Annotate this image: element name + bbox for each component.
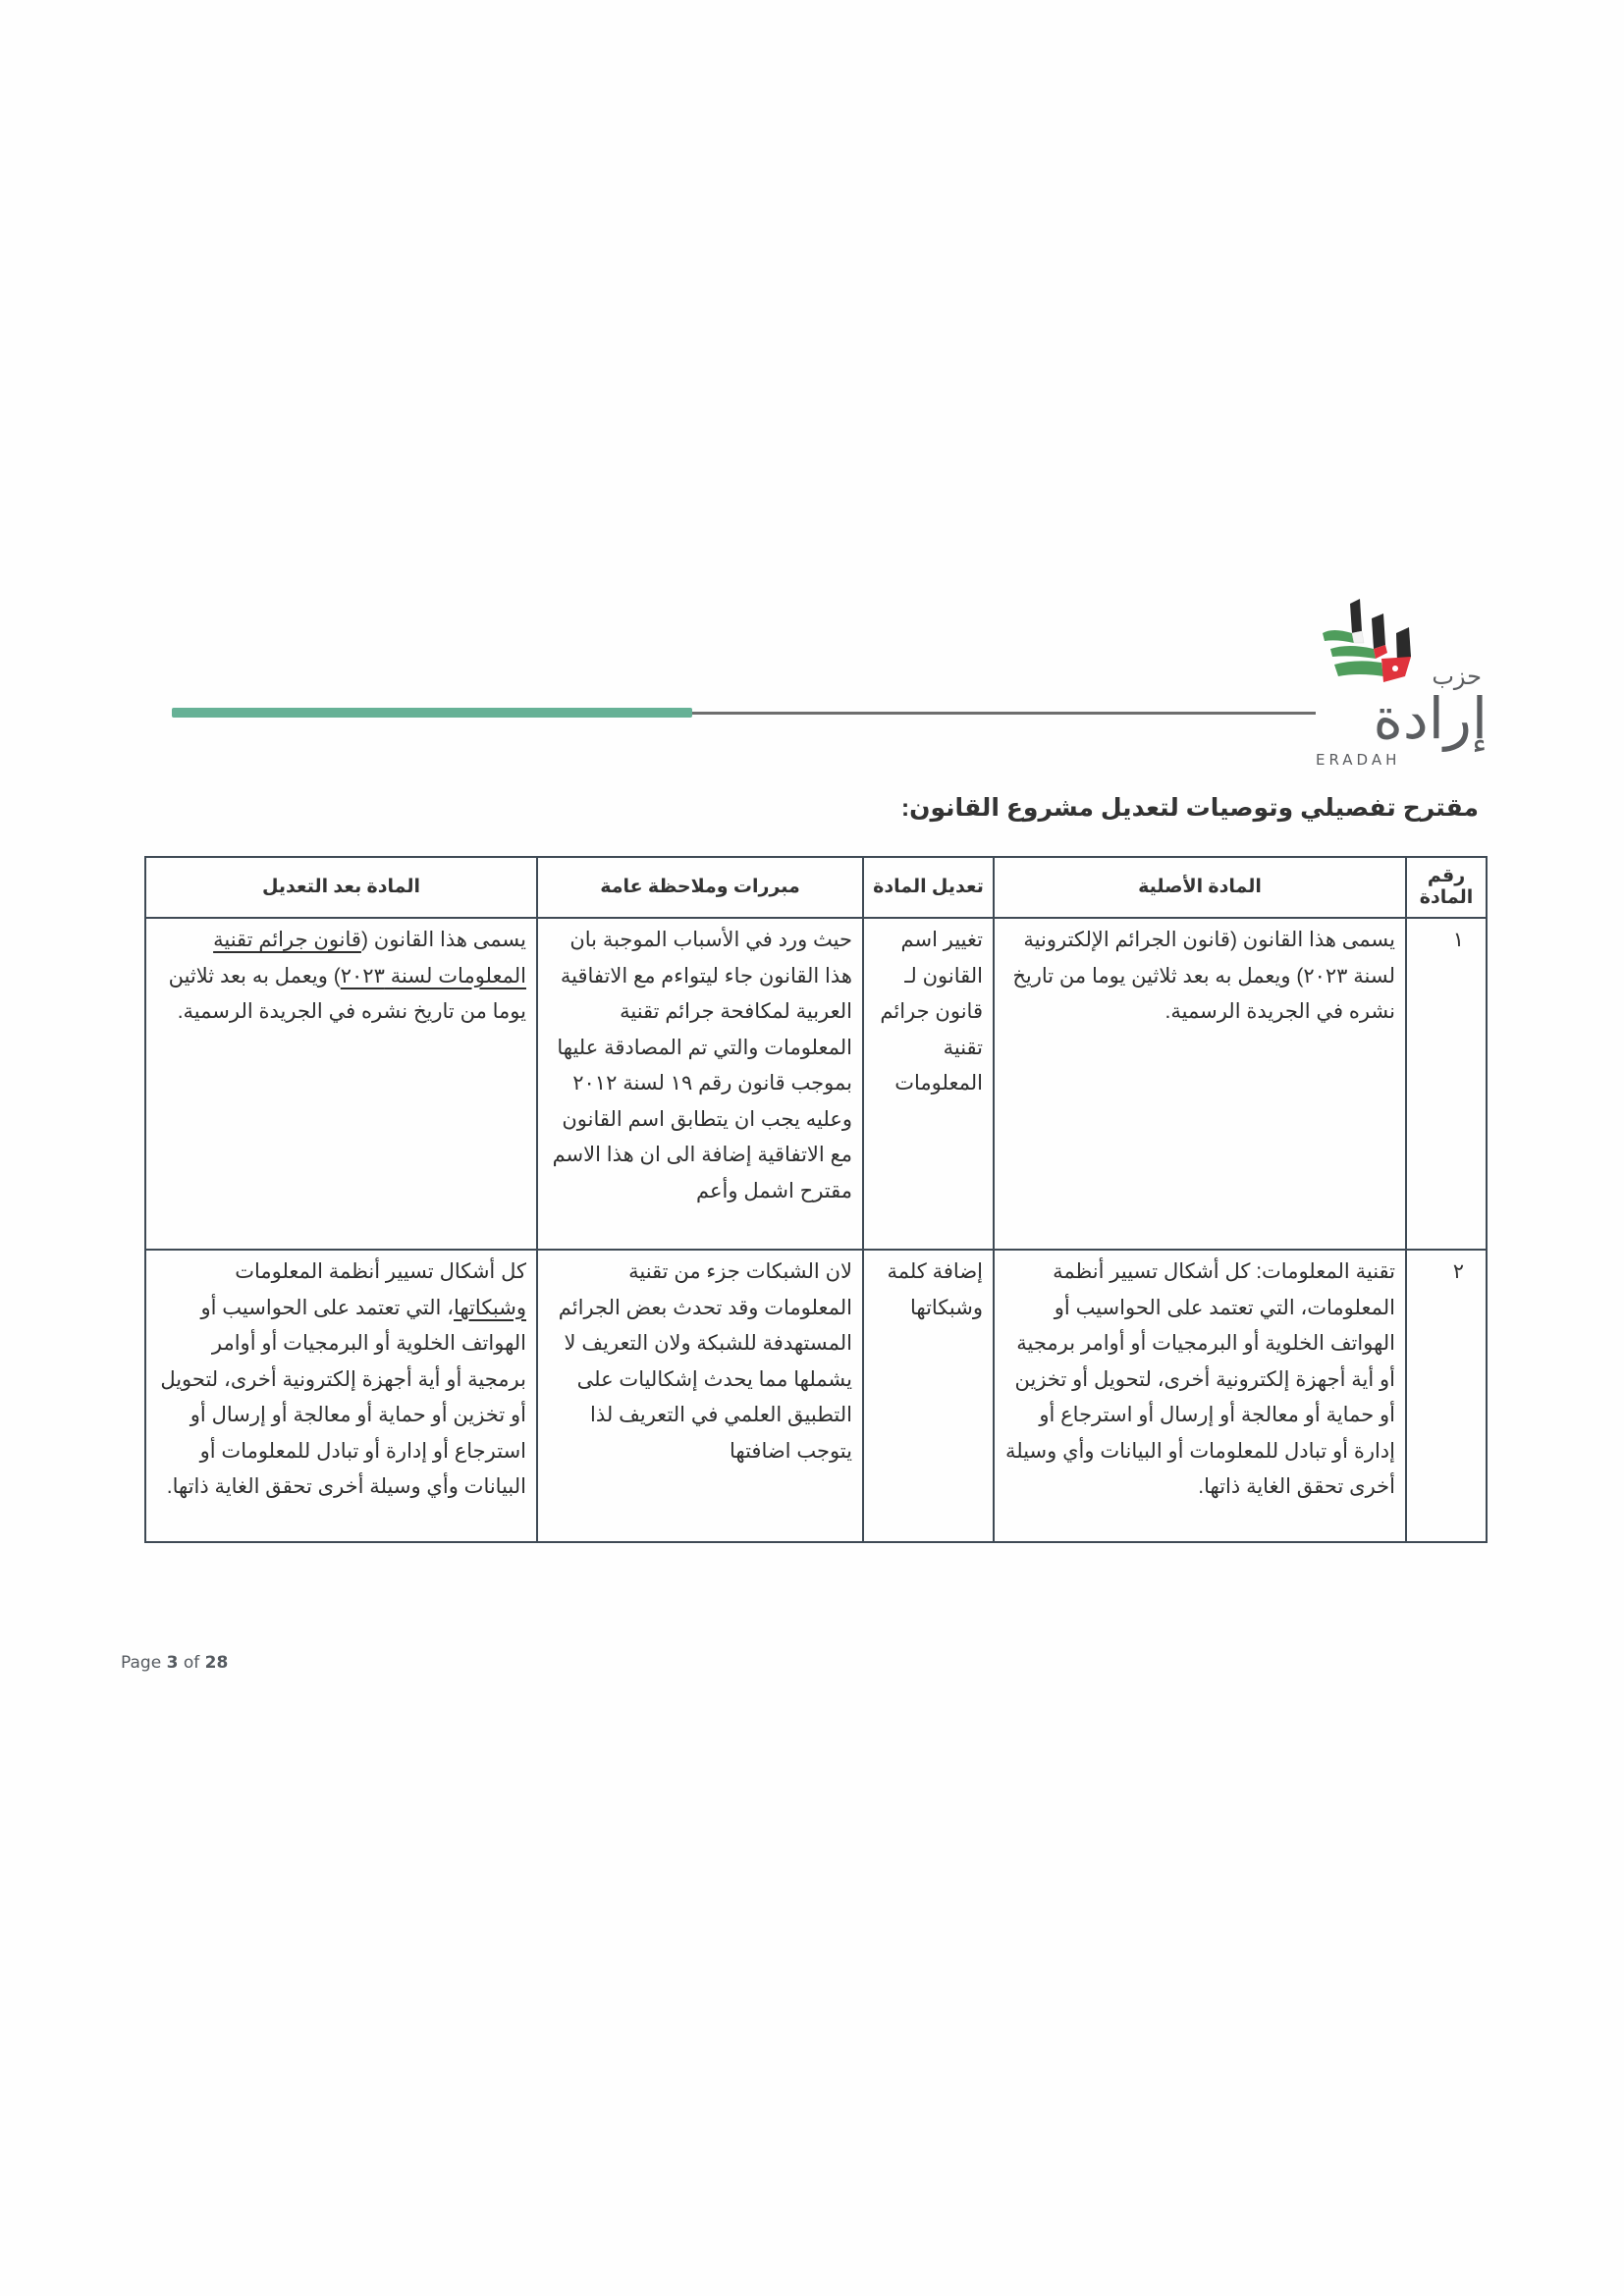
column-header-article-number: رقم المادة bbox=[1406, 857, 1487, 918]
article-number-cell: ٢ bbox=[1406, 1250, 1487, 1542]
logo-party-word: حزب bbox=[1432, 663, 1482, 690]
amendment-cell: إضافة كلمة وشبكاتها bbox=[863, 1250, 994, 1542]
of-label: of bbox=[183, 1653, 200, 1673]
after-text-underlined: وشبكاتها bbox=[454, 1296, 526, 1319]
justification-cell: لان الشبكات جزء من تقنية المعلومات وقد تحدث بعض الجرائم المستهدفة للشبكة ولان التعريف لا يشملها مما يحدث إشكاليات على التطبيق العلمي في التعريف لذا يتوجب اضافتها bbox=[537, 1250, 863, 1542]
article-after-amendment-cell bbox=[145, 1250, 537, 1542]
jordan-flag-wings-icon bbox=[1313, 594, 1421, 692]
party-logo bbox=[1311, 594, 1488, 771]
table-row bbox=[145, 1250, 1487, 1542]
article-after-amendment-cell bbox=[145, 918, 537, 1250]
page-number bbox=[121, 1653, 228, 1673]
total-pages: 28 bbox=[204, 1653, 229, 1673]
header-accent-bar bbox=[172, 708, 692, 718]
table-header-row bbox=[145, 857, 1487, 918]
column-header-amendment: تعديل المادة bbox=[863, 857, 994, 918]
amendment-proposal-table bbox=[144, 856, 1488, 1543]
column-header-article-after-amendment: المادة بعد التعديل bbox=[145, 857, 537, 918]
table-row bbox=[145, 918, 1487, 1250]
logo-name-english: ERADAH bbox=[1316, 751, 1401, 769]
article-number-cell: ١ bbox=[1406, 918, 1487, 1250]
column-header-original-article: المادة الأصلية bbox=[994, 857, 1406, 918]
after-text-suffix: ) ويعمل به بعد ثلاثين يوما من تاريخ نشره في الجريدة الرسمية. bbox=[168, 964, 526, 1023]
page-label: Page bbox=[121, 1653, 162, 1673]
amendment-cell: تغيير اسم القانون لـ قانون جرائم تقنية المعلومات bbox=[863, 918, 994, 1250]
logo-name-arabic: إرادة bbox=[1373, 685, 1488, 752]
current-page: 3 bbox=[166, 1653, 179, 1673]
document-title: مقترح تفصيلي وتوصيات لتعديل مشروع القانون: bbox=[900, 794, 1479, 822]
original-article-cell: تقنية المعلومات: كل أشكال تسيير أنظمة المعلومات، التي تعتمد على الحواسيب أو الهواتف الخلوية أو البرمجيات أو أوامر برمجية أو أية أجهزة إلكترونية أخرى، لتحويل أو تخزين أو حماية أو معالجة أو إرسال أو استرجاع أو إدارة أو تبادل للمعلومات أو البيانات وأي وسيلة أخرى تحقق الغاية ذاتها. bbox=[994, 1250, 1406, 1542]
original-article-cell: يسمى هذا القانون (قانون الجرائم الإلكترونية لسنة ٢٠٢٣) ويعمل به بعد ثلاثين يوما من تاريخ نشره في الجريدة الرسمية. bbox=[994, 918, 1406, 1250]
justification-cell: حيث ورد في الأسباب الموجبة بان هذا القانون جاء ليتواءم مع الاتفاقية العربية لمكافحة جرائم تقنية المعلومات والتي تم المصادقة عليها بموجب قانون رقم ١٩ لسنة ٢٠١٢ وعليه يجب ان يتطابق اسم القانون مع الاتفاقية إضافة الى ان هذا الاسم مقترح اشمل وأعم bbox=[537, 918, 863, 1250]
after-text-prefix: يسمى هذا القانون ( bbox=[360, 929, 526, 951]
after-text-suffix: ، التي تعتمد على الحواسيب أو الهواتف الخلوية أو البرمجيات أو أوامر برمجية أو أية أجهزة إلكترونية أخرى، لتحويل أو تخزين أو حماية أو معالجة أو إرسال أو استرجاع أو إدارة أو تبادل للمعلومات أو البيانات وأي وسيلة أخرى تحقق الغاية ذاتها. bbox=[160, 1296, 526, 1498]
column-header-justification: مبررات وملاحظة عامة bbox=[537, 857, 863, 918]
after-text-prefix: كل أشكال تسيير أنظمة المعلومات bbox=[235, 1260, 526, 1283]
after-text-underlined: قانون جرائم تقنية المعلومات لسنة ٢٠٢٣ bbox=[213, 929, 526, 988]
